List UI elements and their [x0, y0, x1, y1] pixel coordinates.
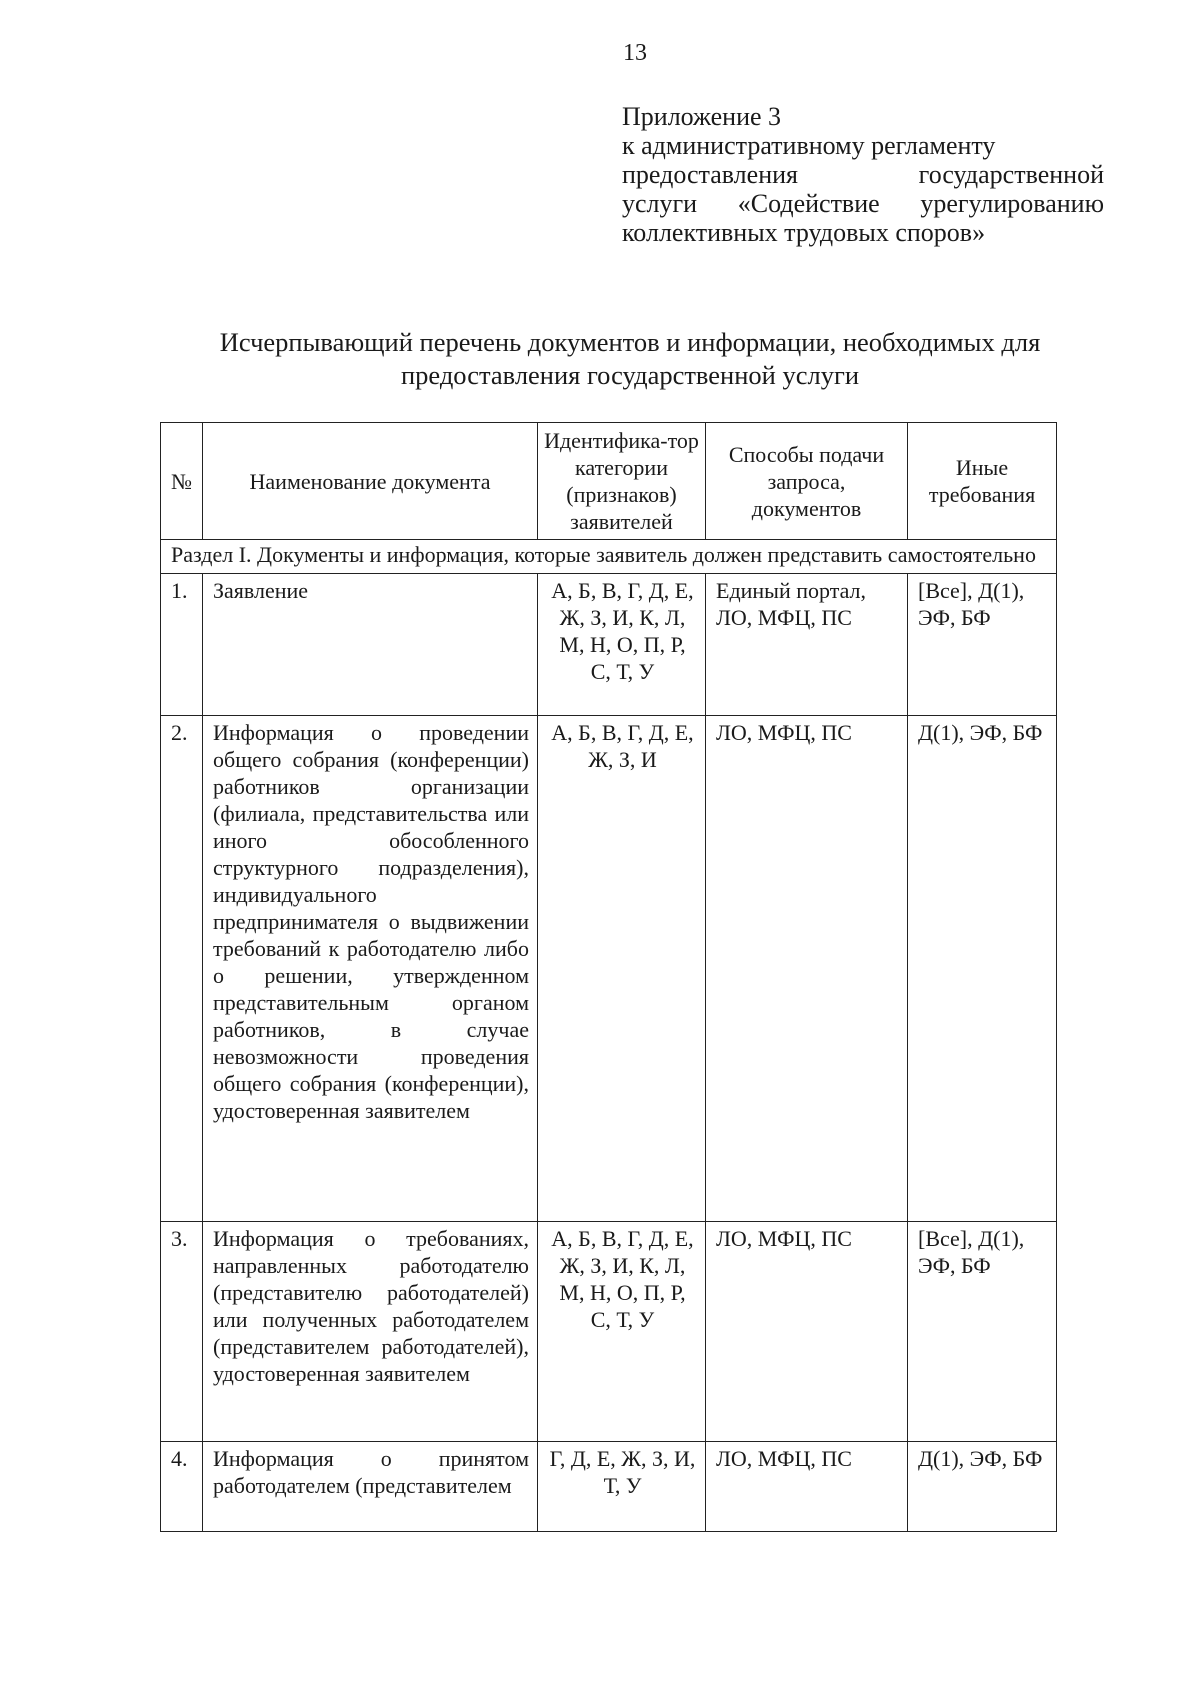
- section-row: [161, 540, 1057, 574]
- table-row: [161, 574, 1057, 716]
- row-category: Г, Д, Е, Ж, З, И, Т, У: [538, 1442, 706, 1532]
- row-methods: ЛО, МФЦ, ПС: [706, 1442, 908, 1532]
- appendix-line: предоставления государственной: [622, 160, 1104, 189]
- header-methods: Способы подачи запроса, документов: [706, 423, 908, 540]
- table-row: [161, 716, 1057, 1222]
- row-name: Информация о требованиях, направленных работодателю (представителю работодателей) или полученных работодателем (представителем работодателей), удостоверенная заявителем: [203, 1222, 538, 1442]
- row-name: Информация о принятом работодателем (представителем: [203, 1442, 538, 1532]
- row-name: Заявление: [203, 574, 538, 716]
- row-num: 1.: [161, 574, 203, 716]
- row-category: А, Б, В, Г, Д, Е, Ж, З, И: [538, 716, 706, 1222]
- row-name: Информация о проведении общего собрания (конференции) работников организации (филиала, представительства или иного обособленного структурного подразделения), индивидуального предпринимателя о выдвижении требований к работодателю либо о решении, утвержденном представительным органом работников, в случае невозможности проведения общего собрания (конференции), удостоверенная заявителем: [203, 716, 538, 1222]
- row-methods: ЛО, МФЦ, ПС: [706, 716, 908, 1222]
- table-row: [161, 1222, 1057, 1442]
- row-other: [Все], Д(1), ЭФ, БФ: [908, 574, 1057, 716]
- row-other: [Все], Д(1), ЭФ, БФ: [908, 1222, 1057, 1442]
- row-category: А, Б, В, Г, Д, Е, Ж, З, И, К, Л, М, Н, О, П, Р, С, Т, У: [538, 574, 706, 716]
- row-other: Д(1), ЭФ, БФ: [908, 1442, 1057, 1532]
- header-num: №: [161, 423, 203, 540]
- row-num: 2.: [161, 716, 203, 1222]
- page-number: 13: [623, 40, 647, 66]
- documents-table: [160, 422, 1057, 1532]
- title-line: Исчерпывающий перечень документов и информации, необходимых для: [219, 327, 1041, 357]
- appendix-line: Приложение 3: [622, 102, 782, 131]
- row-other: Д(1), ЭФ, БФ: [908, 716, 1057, 1222]
- header-other: Иные требования: [908, 423, 1057, 540]
- table-header-row: [161, 423, 1057, 540]
- row-num: 3.: [161, 1222, 203, 1442]
- header-name: Наименование документа: [203, 423, 538, 540]
- section-1-heading: Раздел I. Документы и информация, которые заявитель должен представить самостоятельно: [161, 540, 1057, 574]
- table-row: [161, 1442, 1057, 1532]
- title-line: предоставления государственной услуги: [400, 360, 860, 390]
- row-methods: Единый портал, ЛО, МФЦ, ПС: [706, 574, 908, 716]
- appendix-line: коллективных трудовых споров»: [622, 218, 986, 247]
- row-methods: ЛО, МФЦ, ПС: [706, 1222, 908, 1442]
- appendix-line: к административному регламенту: [622, 131, 996, 160]
- appendix-heading: [622, 102, 1104, 247]
- document-title: [150, 326, 1110, 392]
- appendix-line: услуги «Содействие урегулированию: [622, 189, 1104, 218]
- header-category: Идентифика-тор категории (признаков) заявителей: [538, 423, 706, 540]
- row-category: А, Б, В, Г, Д, Е, Ж, З, И, К, Л, М, Н, О, П, Р, С, Т, У: [538, 1222, 706, 1442]
- row-num: 4.: [161, 1442, 203, 1532]
